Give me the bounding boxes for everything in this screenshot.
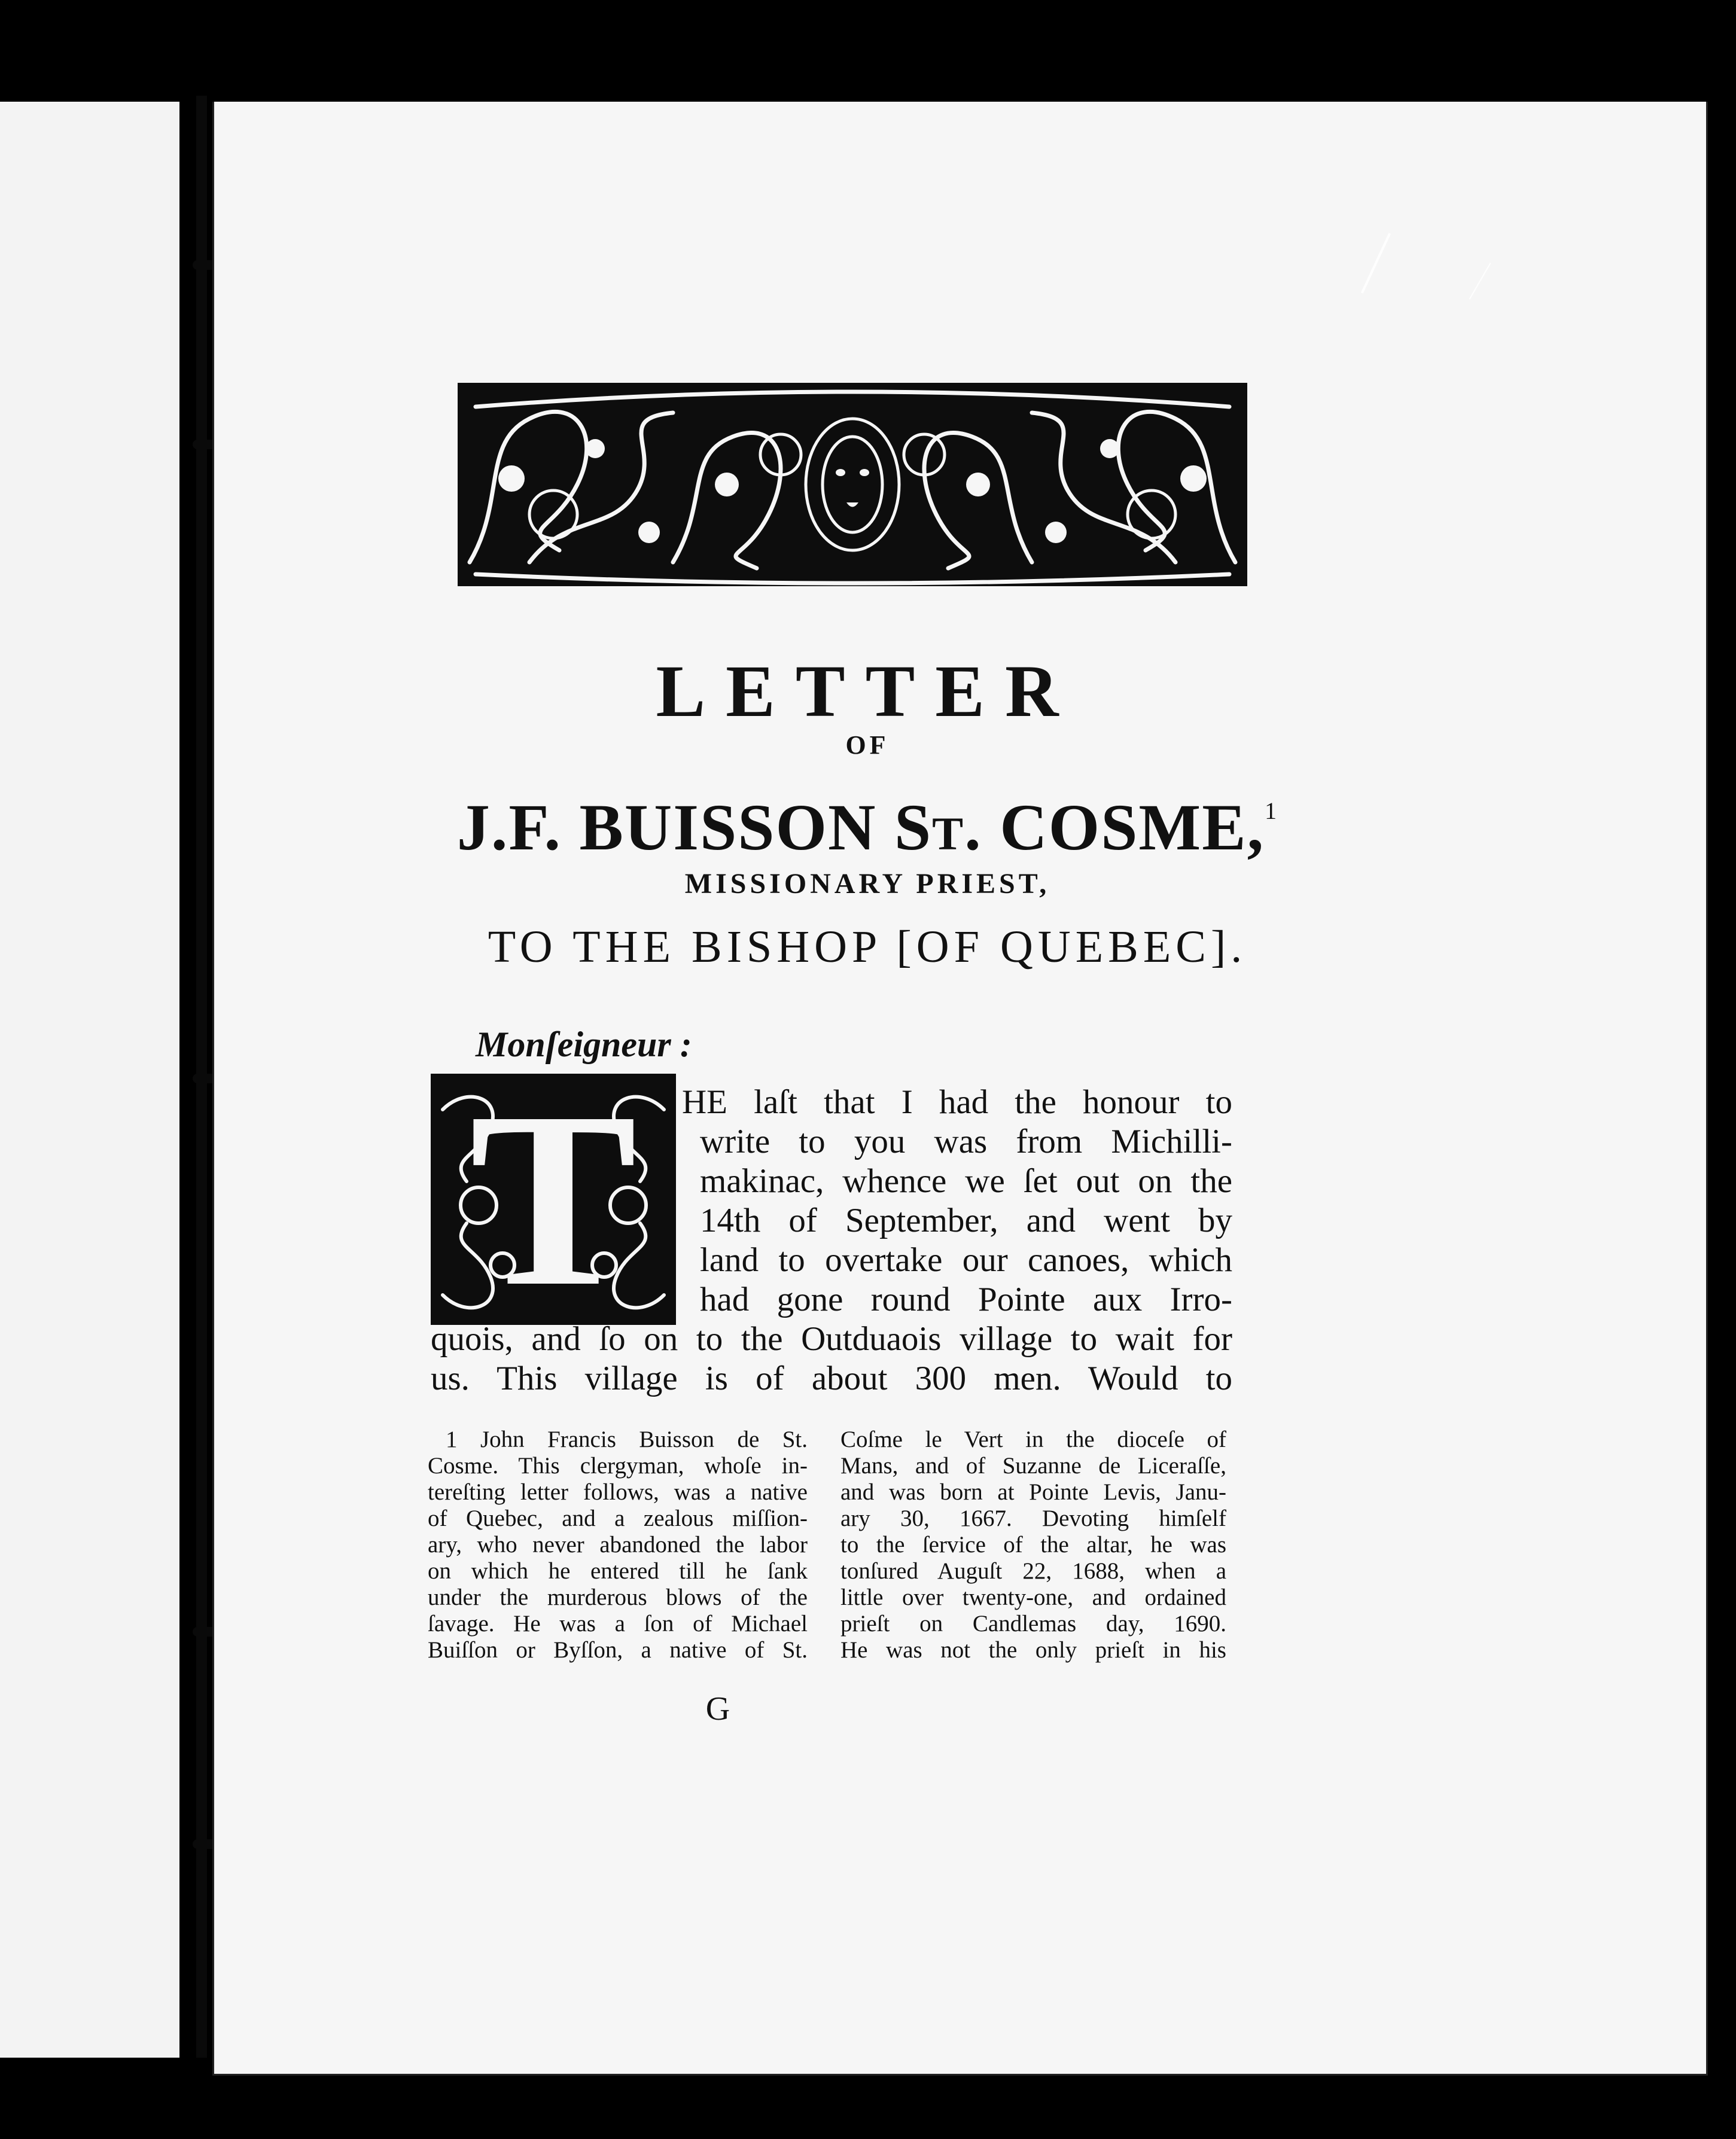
signature-mark: G xyxy=(705,1690,730,1727)
drop-cap xyxy=(431,1060,676,1338)
footnote-line: ſavage. He was a ſon of Michael xyxy=(428,1611,808,1637)
author-name xyxy=(359,790,1376,866)
author-initials: J.F. BUISSON xyxy=(456,791,877,864)
footnote-line: on which he entered till he ſank xyxy=(428,1558,808,1584)
floral-headpiece-icon xyxy=(458,383,1247,586)
footnote-line: and was born at Pointe Levis, Janu- xyxy=(840,1479,1226,1505)
footnote-line: Buiſſon or Byſſon, a native of St. xyxy=(428,1637,808,1663)
body-line: us. This village is of about 300 men. Would to xyxy=(431,1360,1232,1397)
body-line: 14th of September, and went by xyxy=(700,1202,1232,1239)
author-role: MISSIONARY PRIEST, xyxy=(684,868,1050,900)
footnote-line: Cosme. This clergyman, whoſe in- xyxy=(428,1453,808,1479)
footnote-line: ary, who never abandoned the labor xyxy=(428,1532,808,1558)
body-line: write to you was from Michilli- xyxy=(700,1123,1232,1160)
footnote-line: tonſured Auguſt 22, 1688, when a xyxy=(840,1558,1226,1584)
body-line: quois, and ſo on to the Outduaois village to wait for xyxy=(431,1320,1232,1358)
title-letter: LETTER xyxy=(656,650,1079,732)
footnote-line: to the ſervice of the altar, he was xyxy=(840,1532,1226,1558)
page-scratch xyxy=(1469,263,1491,300)
footnote-line: Coſme le Vert in the dioceſe of xyxy=(840,1427,1226,1452)
body-line: had gone round Pointe aux Irro- xyxy=(700,1281,1232,1318)
drop-cap-letter: T xyxy=(469,1060,638,1338)
footnote-line: of Quebec, and a zealous miſſion- xyxy=(428,1506,808,1531)
footnote-line: ary 30, 1667. Devoting himſelf xyxy=(840,1506,1226,1531)
page-scratch xyxy=(1361,233,1391,293)
footnote-line: 1 John Francis Buisson de St. xyxy=(446,1427,808,1452)
author-surname: . COSME, xyxy=(964,791,1265,864)
footnote-line: tereſting letter follows, was a native xyxy=(428,1479,808,1505)
footnote-marker: 1 xyxy=(1265,797,1278,824)
footnote-line: prieſt on Candlemas day, 1690. xyxy=(840,1611,1226,1637)
title-of: OF xyxy=(845,730,890,760)
left-page xyxy=(0,102,179,2058)
body-line: makinac, whence we ſet out on the xyxy=(700,1162,1232,1200)
body-line: land to overtake our canoes, which xyxy=(700,1241,1232,1279)
addressee: TO THE BISHOP [OF QUEBEC]. xyxy=(488,922,1247,972)
footnote-line: Mans, and of Suzanne de Liceraſſe, xyxy=(840,1453,1226,1479)
body-line: HE laſt that I had the honour to xyxy=(682,1083,1232,1121)
footnote-line: little over twenty-one, and ordained xyxy=(840,1585,1226,1610)
author-st-t: T xyxy=(932,808,965,860)
author-st-s: S xyxy=(894,791,933,864)
footnote-line: under the murderous blows of the xyxy=(428,1585,808,1610)
footnote-line: He was not the only prieſt in his xyxy=(840,1637,1226,1663)
salutation: Monſeigneur : xyxy=(476,1025,692,1064)
